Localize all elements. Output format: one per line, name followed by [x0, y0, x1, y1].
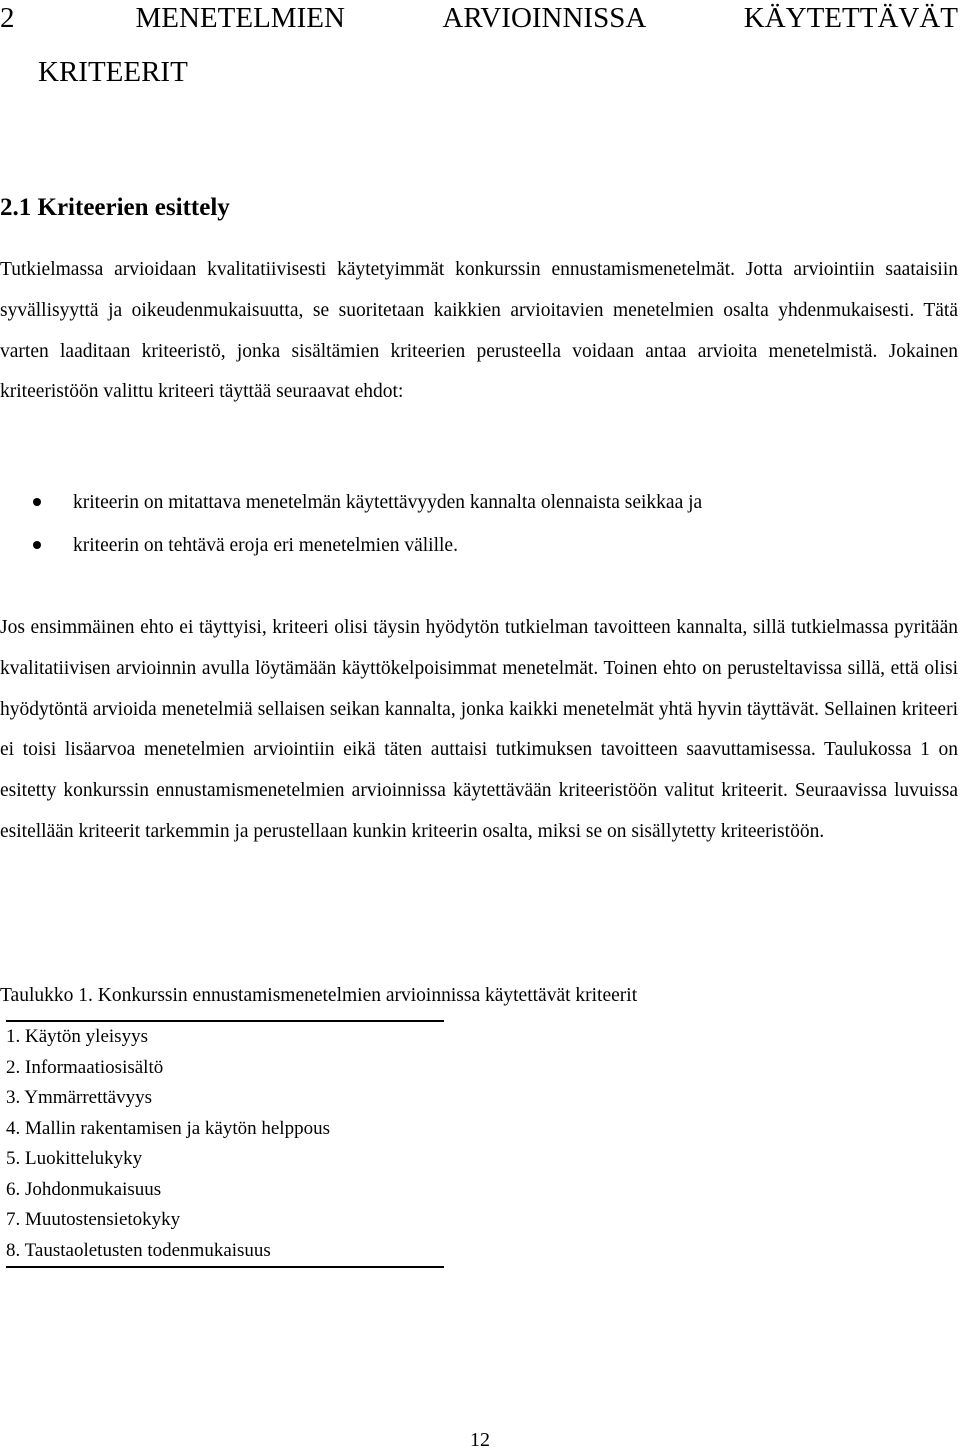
table-row: 5. Luokittelukyky: [6, 1148, 143, 1169]
chapter-title-word: KÄYTETTÄVÄT: [743, 2, 958, 34]
table-row: 4. Mallin rakentamisen ja käytön helppous: [6, 1117, 330, 1139]
page-number: 12: [470, 1429, 490, 1451]
chapter-number: 2: [0, 2, 15, 34]
conditions-list: [0, 481, 958, 567]
table-bottom-rule: [6, 1266, 444, 1268]
intro-paragraph-text: Tutkielmassa arvioidaan kvalitatiivisesti käytetyimmät konkurssin ennustamismenetelmät. Jotta arviointiin saataisiin syvällisyyttä ja oikeudenmukaisuutta, se suoritetaan kaikkien arvioitavien menetelmien osalta yhdenmukaisesti. Tätä varten laaditaan kriteeristö, jonka sisältämien kriteerien perusteella voidaan antaa arvioita menetelmistä. Jokainen kriteeristöön valittu kriteeri täyttää seuraavat ehdot:: [0, 259, 958, 403]
discussion-paragraph-text: Jos ensimmäinen ehto ei täyttyisi, kriteeri olisi täysin hyödytön tutkielman tavoitteen kannalta, sillä tutkielmassa pyritään kvalitatiivisen arvioinnin avulla löytämään käyttökelpoisimmat menetelmät. Toinen ehto on perusteltavissa sillä, että olisi hyödytöntä arvioida menetelmiä sellaisen seikan kannalta, jonka kaikki menetelmät yhtä hyvin täyttävät. Sellainen kriteeri ei toisi lisäarvoa menetelmien arviointiin eikä täten auttaisi tutkimuksen tavoitteen saavuttamisessa. Taulukossa 1 on esitetty konkurssin ennustamismenetelmien arvioinnissa käytettävään kriteeristöön valitut kriteerit. Seuraavissa luvuissa esitellään kriteerit tarkemmin ja perustellaan kunkin kriteerin osalta, miksi se on sisällytetty kriteeristöön.: [0, 617, 958, 842]
table-row: 3. Ymmärrettävyys: [6, 1087, 152, 1108]
criteria-list: [6, 1022, 446, 1266]
criteria-table: [6, 1020, 446, 1268]
table-row: 1. Käytön yleisyys: [6, 1026, 148, 1047]
list-item: [0, 524, 958, 567]
list-item-text: kriteerin on mitattava menetelmän käytettävyyden kannalta olennaista seikkaa ja: [73, 492, 703, 513]
chapter-title-line-2: KRITEERIT: [38, 56, 188, 88]
table-row: 2. Informaatiosisältö: [6, 1056, 164, 1078]
discussion-paragraph: [0, 608, 958, 853]
chapter-heading-line-1: [0, 0, 958, 37]
intro-paragraph: [0, 250, 958, 413]
table-row: 7. Muutostensietokyky: [6, 1209, 181, 1230]
bullet-icon: [33, 498, 41, 506]
bullet-icon: [33, 541, 41, 549]
list-item: [0, 481, 958, 524]
chapter-heading: [0, 0, 958, 91]
table-row: 6. Johdonmukaisuus: [6, 1178, 162, 1200]
section-heading: 2.1 Kriteerien esittely: [0, 194, 230, 221]
table-row: 8. Taustaoletusten todenmukaisuus: [6, 1239, 271, 1261]
list-item-text: kriteerin on tehtävä eroja eri menetelmien välille.: [73, 535, 458, 556]
chapter-title-word: MENETELMIEN: [135, 2, 345, 34]
chapter-title-word: ARVIOINNISSA: [442, 2, 647, 34]
table-caption: Taulukko 1. Konkurssin ennustamismenetelmien arvioinnissa käytettävät kriteerit: [0, 985, 638, 1006]
